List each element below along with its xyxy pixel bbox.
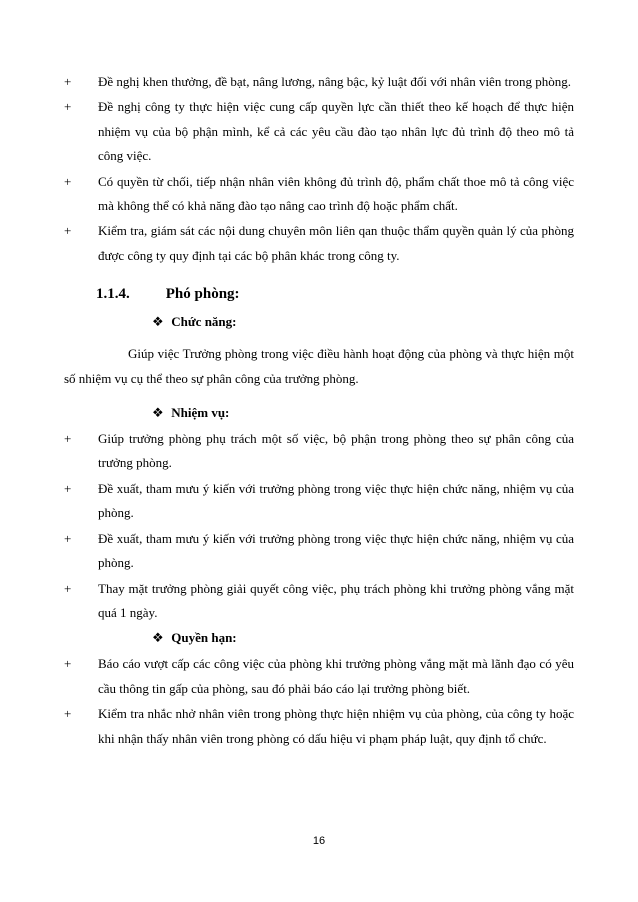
list-item bbox=[64, 70, 574, 94]
bullet-mark: + bbox=[64, 706, 72, 722]
subheading-quyen-han bbox=[152, 626, 574, 652]
bullet-mark: + bbox=[64, 580, 72, 596]
section-title: Phó phòng: bbox=[165, 286, 240, 303]
list-item bbox=[64, 219, 574, 268]
list-item bbox=[64, 652, 574, 701]
page-number: 16 bbox=[312, 835, 326, 847]
subheading-chuc-nang bbox=[152, 310, 574, 336]
bullet-mark: + bbox=[64, 99, 72, 115]
diamond-bullet-icon: ❖ bbox=[152, 405, 164, 421]
bullet-mark: + bbox=[64, 530, 72, 546]
bullet-mark: + bbox=[64, 223, 72, 239]
list-item bbox=[64, 577, 574, 626]
section-number: 1.1.4. bbox=[96, 286, 130, 303]
list-item-text: Có quyền từ chối, tiếp nhận nhân viên không đủ trình độ, phẩm chất thoe mô tả công việc mà không thể có khả năng đào tạo nâng cao trình độ hoặc phẩm chất. bbox=[98, 173, 574, 214]
list-item bbox=[64, 702, 574, 751]
diamond-bullet-icon: ❖ bbox=[152, 314, 164, 330]
bullet-mark: + bbox=[64, 480, 72, 496]
subheading-nhiem-vu bbox=[152, 401, 574, 427]
list-item bbox=[64, 170, 574, 219]
subheading-title: Quyền hạn: bbox=[171, 630, 237, 646]
list-item-text: Thay mặt trưởng phòng giải quyết công việc, phụ trách phòng khi trưởng phòng vắng mặt quá 1 ngày. bbox=[98, 580, 574, 620]
list-item-text: Kiểm tra, giám sát các nội dung chuyên môn liên qan thuộc thẩm quyền quản lý của phòng được công ty quy định tại các bộ phân khác trong công ty. bbox=[98, 223, 574, 263]
section-heading bbox=[96, 282, 574, 306]
list-item bbox=[64, 527, 574, 576]
list-item-text: Đề nghị khen thưởng, đề bạt, nâng lương, nâng bậc, kỷ luật đối với nhân viên trong phòng. bbox=[98, 74, 572, 89]
list-item-text: Đề nghị công ty thực hiện việc cung cấp quyền lực cần thiết theo kế hoạch để thực hiện nhiệm vụ của bộ phận mình, kể cả các yêu cầu đào tạo nhân lực đủ trình độ theo mô tả công việc. bbox=[98, 99, 574, 164]
chuc-nang-paragraph: Giúp việc Trưởng phòng trong việc điều hành hoạt động của phòng và thực hiện một số nhiệm vụ cụ thể theo sự phân công của trưởng phòng. bbox=[64, 346, 574, 386]
list-item bbox=[64, 95, 574, 168]
bullet-mark: + bbox=[64, 656, 72, 672]
bullet-mark: + bbox=[64, 431, 72, 447]
subheading-title: Nhiệm vụ: bbox=[171, 405, 230, 421]
subheading-title: Chức năng: bbox=[171, 314, 237, 330]
bullet-mark: + bbox=[64, 74, 72, 89]
list-item-text: Đề xuất, tham mưu ý kiến với trưởng phòng trong việc thực hiện chức năng, nhiệm vụ của phòng. bbox=[98, 530, 574, 571]
list-item-text: Báo cáo vượt cấp các công việc của phòng khi trưởng phòng vắng mặt mà lãnh đạo có yêu cầu thông tin gấp của phòng, sau đó phải báo cáo lại trưởng phòng biết. bbox=[98, 656, 574, 696]
bullet-mark: + bbox=[64, 173, 72, 189]
list-item bbox=[64, 427, 574, 476]
list-item-text: Giúp trưởng phòng phụ trách một số việc, bộ phận trong phòng theo sự phân công của trưởng phòng. bbox=[98, 431, 574, 471]
list-item bbox=[64, 477, 574, 526]
list-item-text: Đề xuất, tham mưu ý kiến với trưởng phòng trong việc thực hiện chức năng, nhiệm vụ của phòng. bbox=[98, 480, 574, 521]
diamond-bullet-icon: ❖ bbox=[152, 630, 164, 646]
list-item-text: Kiểm tra nhắc nhở nhân viên trong phòng thực hiện nhiệm vụ của phòng, của công ty hoặc khi nhận thấy nhân viên trong phòng có dấu hiệu vi phạm pháp luật, quy định tổ chức. bbox=[98, 706, 574, 746]
page-content bbox=[64, 70, 574, 752]
